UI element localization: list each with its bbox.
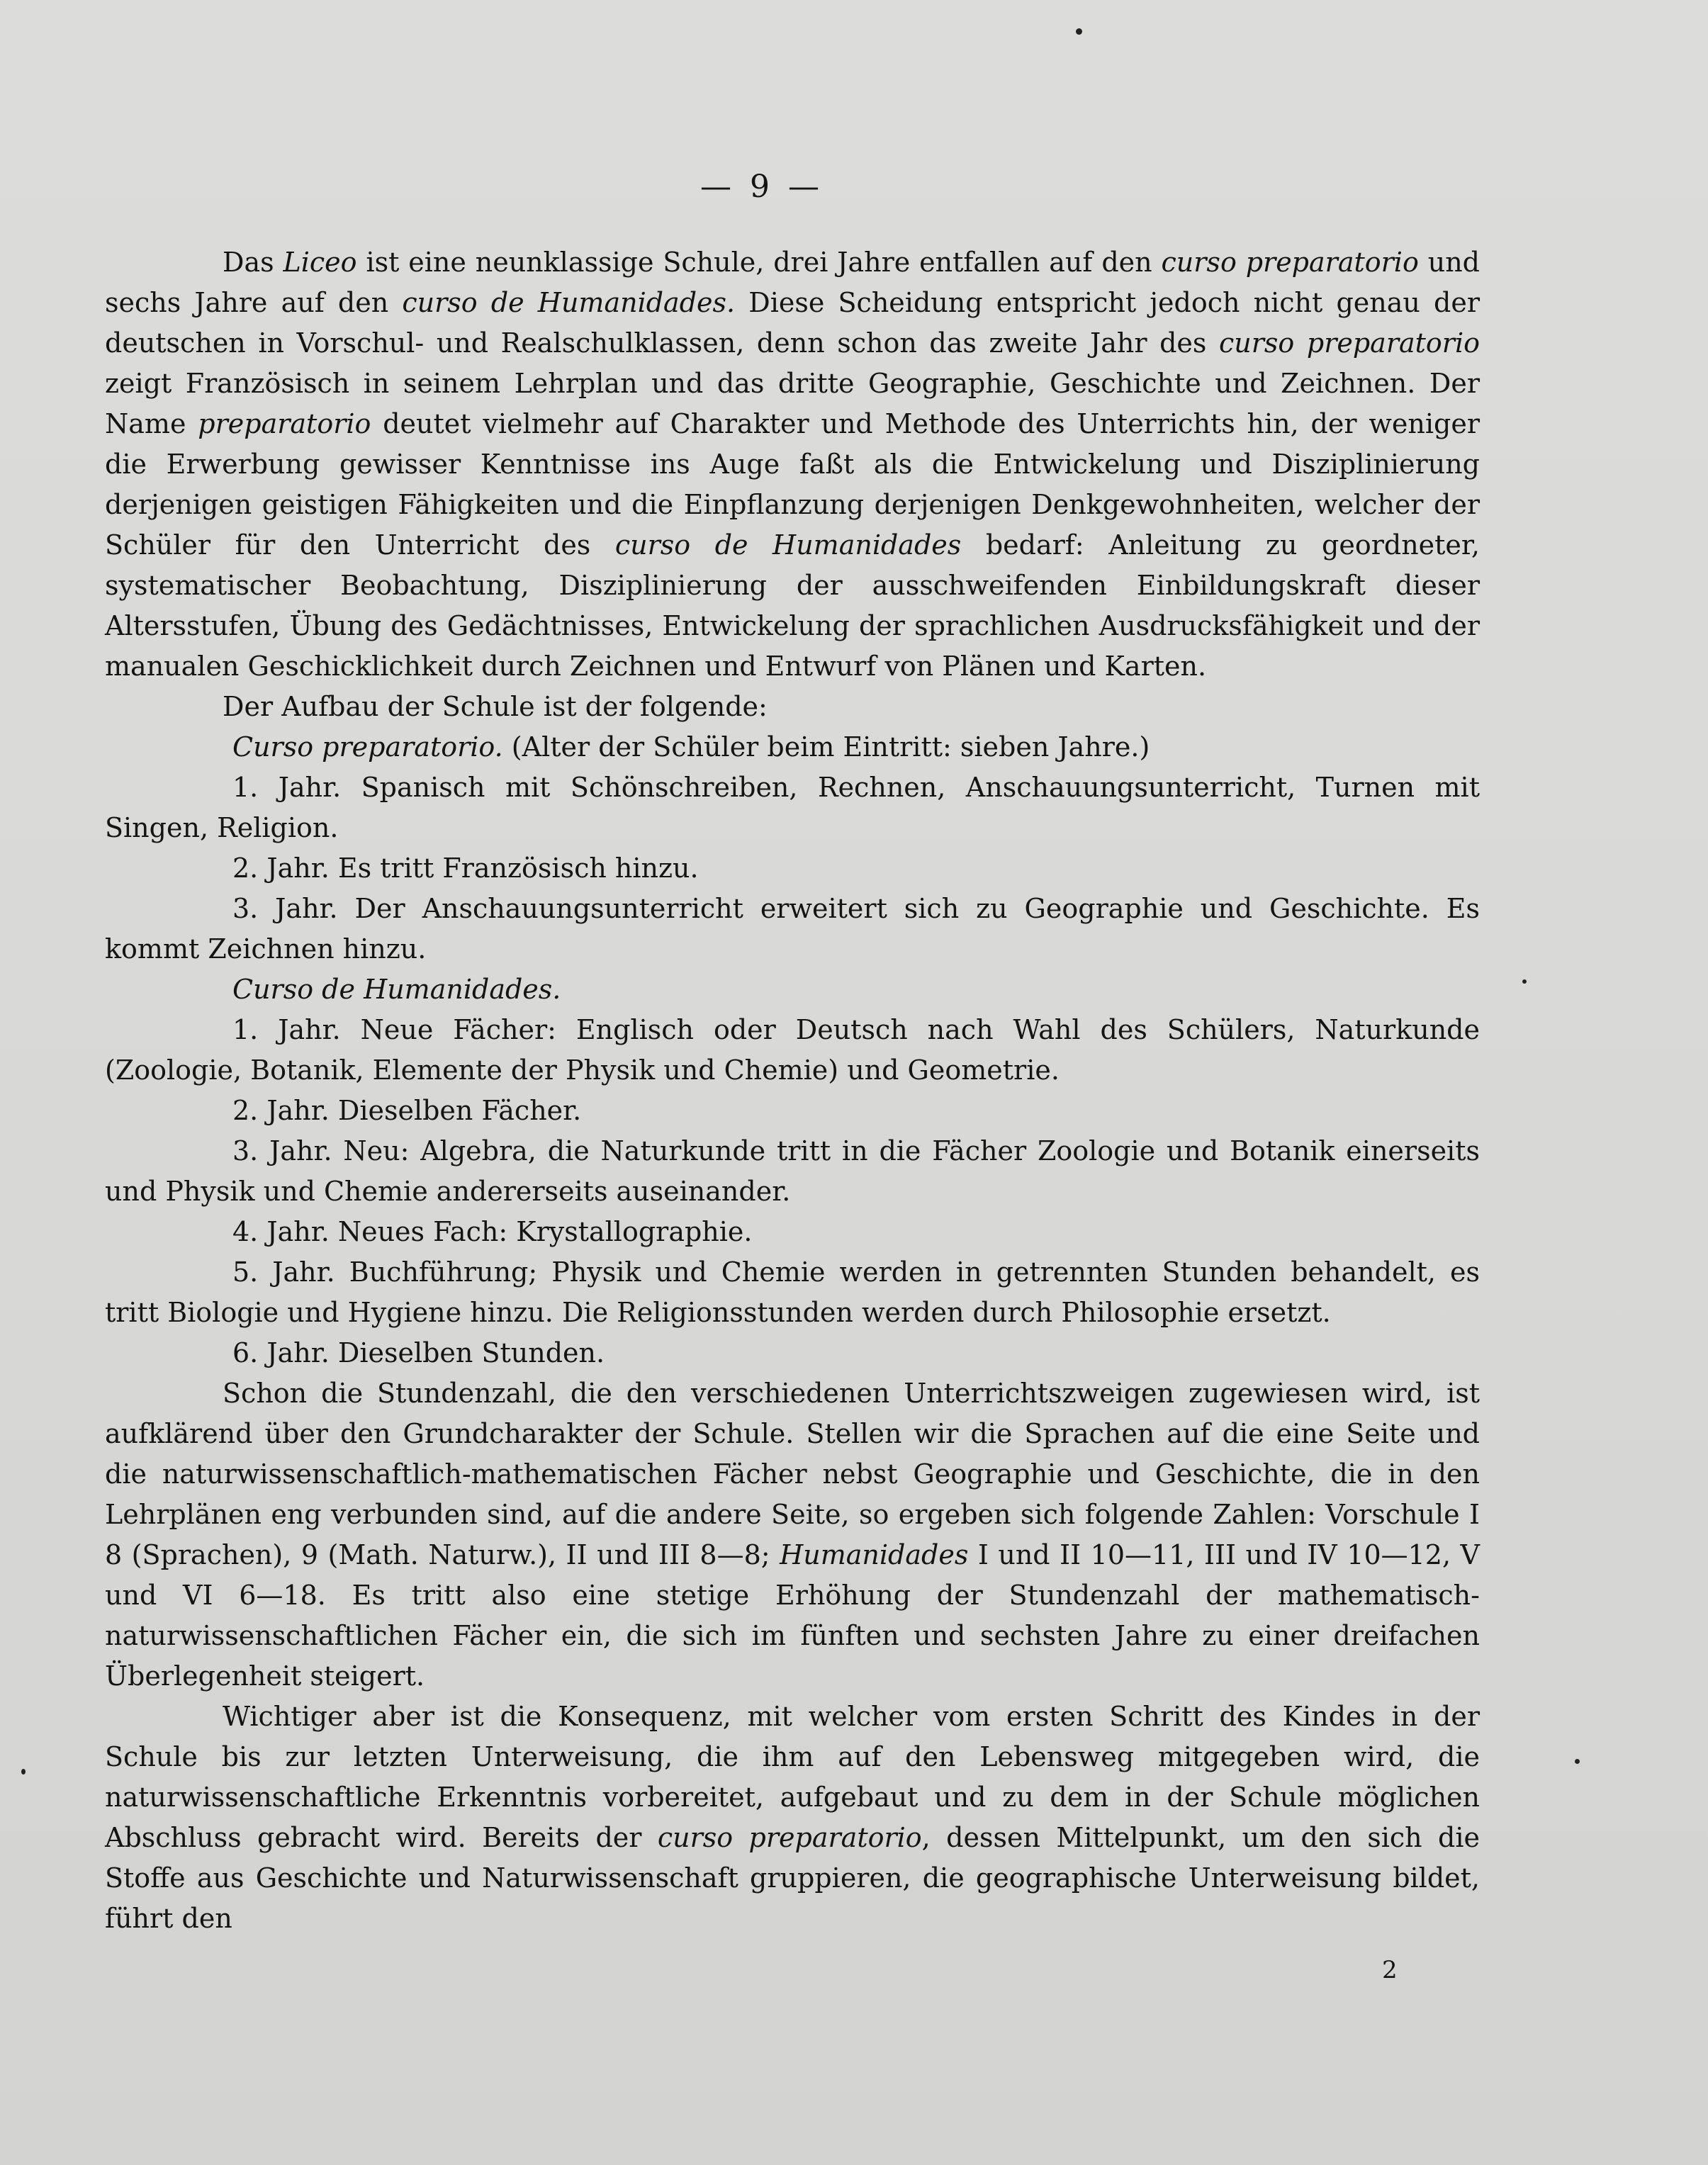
text-run: 4. Jahr. Neues Fach: Krystallographie. bbox=[232, 1216, 753, 1247]
signature-mark: 2 bbox=[1382, 1956, 1398, 1984]
text-run: 6. Jahr. Dieselben Stunden. bbox=[232, 1337, 605, 1368]
ink-speck bbox=[1522, 979, 1527, 984]
paragraph bbox=[105, 889, 1480, 969]
text-run: Wichtiger aber ist die Konsequenz, mit welcher vom ersten Schritt des Kindes in der Schule bis zur letzten Unterweisung, die ihm auf den Lebensweg mitgegeben wird, die naturwissenschaftliche Erkenntnis vorbereitet, aufgebaut und zu dem in der Schule möglichen Abschluss gebracht wird. Bereits der bbox=[105, 1701, 1480, 1853]
body-text bbox=[105, 242, 1480, 1939]
text-run: 3. Jahr. Der Anschauungsunterricht erweitert sich zu Geographie und Geschichte. Es kommt Zeichnen hinzu. bbox=[105, 893, 1480, 965]
italic-term: Curso preparatorio. bbox=[232, 731, 503, 763]
ink-speck bbox=[21, 1769, 26, 1775]
paragraph bbox=[105, 242, 1480, 687]
paragraph bbox=[105, 1373, 1480, 1697]
italic-term: preparatorio bbox=[198, 408, 371, 439]
text-run: 5. Jahr. Buchführung; Physik und Chemie werden in getrennten Stunden behandelt, es tritt Biologie und Hygiene hinzu. Die Religionsstunden werden durch Philosophie ersetzt. bbox=[105, 1256, 1480, 1328]
paragraph bbox=[105, 1252, 1480, 1333]
italic-term: Liceo bbox=[283, 247, 357, 278]
text-run: , dessen Mittelpunkt, um den sich die Stoffe aus Geschichte und Naturwissenschaft gruppieren, die geographische Unterweisung bildet, führt den bbox=[105, 1822, 1480, 1934]
paragraph bbox=[105, 1010, 1480, 1091]
paragraph bbox=[105, 1212, 1480, 1252]
italic-term: curso de Humanidades. bbox=[402, 287, 736, 318]
paragraph bbox=[105, 1333, 1480, 1373]
paragraph bbox=[105, 687, 1480, 727]
text-run: bedarf: Anleitung zu geordneter, systematischer Beobachtung, Disziplinierung der ausschweifenden Einbildungskraft dieser Altersstufen, Übung des Gedächtnisses, Entwickelung der sprachlichen Ausdrucksfähigkeit und der manualen Geschicklichkeit durch Zeichnen und Entwurf von Plänen und Karten. bbox=[105, 529, 1480, 682]
paragraph bbox=[105, 1091, 1480, 1131]
italic-term: curso preparatorio bbox=[657, 1822, 922, 1853]
text-run: zeigt Französisch in seinem Lehrplan und das dritte Geographie, Geschichte und Zeichnen. Der Name bbox=[105, 368, 1480, 439]
text-run: Diese Scheidung entspricht jedoch nicht genau der deutschen in Vorschul- und Realschulklassen, denn schon das zweite Jahr des bbox=[105, 287, 1481, 359]
italic-term: curso preparatorio bbox=[1219, 327, 1480, 359]
text-run: 2. Jahr. Dieselben Fächer. bbox=[232, 1095, 582, 1126]
paragraph bbox=[105, 1697, 1480, 1939]
page-number: — 9 — bbox=[700, 169, 824, 205]
text-run: 1. Jahr. Spanisch mit Schönschreiben, Rechnen, Anschauungsunterricht, Turnen mit Singen, Religion. bbox=[105, 772, 1480, 843]
text-run: Das bbox=[223, 247, 283, 278]
text-run: 1. Jahr. Neue Fächer: Englisch oder Deutsch nach Wahl des Schülers, Naturkunde (Zoologie, Botanik, Elemente der Physik und Chemie) und Geometrie. bbox=[105, 1014, 1480, 1086]
text-run: Schon die Stundenzahl, die den verschiedenen Unterrichtszweigen zugewiesen wird, ist aufklärend über den Grundcharakter der Schule. Stellen wir die Sprachen auf die eine Seite und die naturwissenschaftlich-mathematischen Fächer nebst Geographie und Geschichte, die in den Lehrplänen eng verbunden sind, auf die andere Seite, so ergeben sich folgende Zahlen: Vorschule I 8 (Sprachen), 9 (Math. Naturw.), II und III 8—8; bbox=[105, 1378, 1480, 1570]
text-run: I und II 10—11, III und IV 10—12, V und VI 6—18. Es tritt also eine stetige Erhöhung der Stundenzahl der mathematisch-naturwissenschaftlichen Fächer ein, die sich im fünften und sechsten Jahre zu einer dreifachen Überlegenheit steigert. bbox=[105, 1539, 1481, 1692]
text-run: (Alter der Schüler beim Eintritt: sieben Jahre.) bbox=[502, 731, 1150, 763]
paragraph bbox=[105, 727, 1480, 767]
text-run: 2. Jahr. Es tritt Französisch hinzu. bbox=[232, 853, 699, 884]
paragraph bbox=[105, 1131, 1480, 1212]
text-run: 3. Jahr. Neu: Algebra, die Naturkunde tritt in die Fächer Zoologie und Botanik einerseits und Physik und Chemie andererseits auseinander. bbox=[105, 1135, 1480, 1207]
text-run: Der Aufbau der Schule ist der folgende: bbox=[223, 691, 768, 722]
paragraph bbox=[105, 767, 1480, 848]
italic-term: Humanidades bbox=[780, 1539, 969, 1570]
italic-term: Curso de Humanidades. bbox=[232, 974, 561, 1005]
italic-term: curso de Humanidades bbox=[614, 529, 962, 561]
ink-speck bbox=[1076, 28, 1082, 35]
paragraph bbox=[105, 969, 1480, 1010]
text-run: ist eine neunklassige Schule, drei Jahre entfallen auf den bbox=[356, 247, 1162, 278]
paragraph bbox=[105, 848, 1480, 889]
text-run: deutet vielmehr auf Charakter und Methode des Unterrichts hin, der weniger die Erwerbung gewisser Kenntnisse ins Auge faßt als die Entwickelung und Disziplinierung derjenigen geistigen Fähigkeiten und die Einpflanzung derjenigen Denkgewohnheiten, welcher der Schüler für den Unterricht des bbox=[105, 408, 1480, 561]
italic-term: curso preparatorio bbox=[1161, 247, 1419, 278]
ink-speck bbox=[1575, 1759, 1580, 1764]
text-run: und sechs Jahre auf den bbox=[105, 247, 1480, 318]
